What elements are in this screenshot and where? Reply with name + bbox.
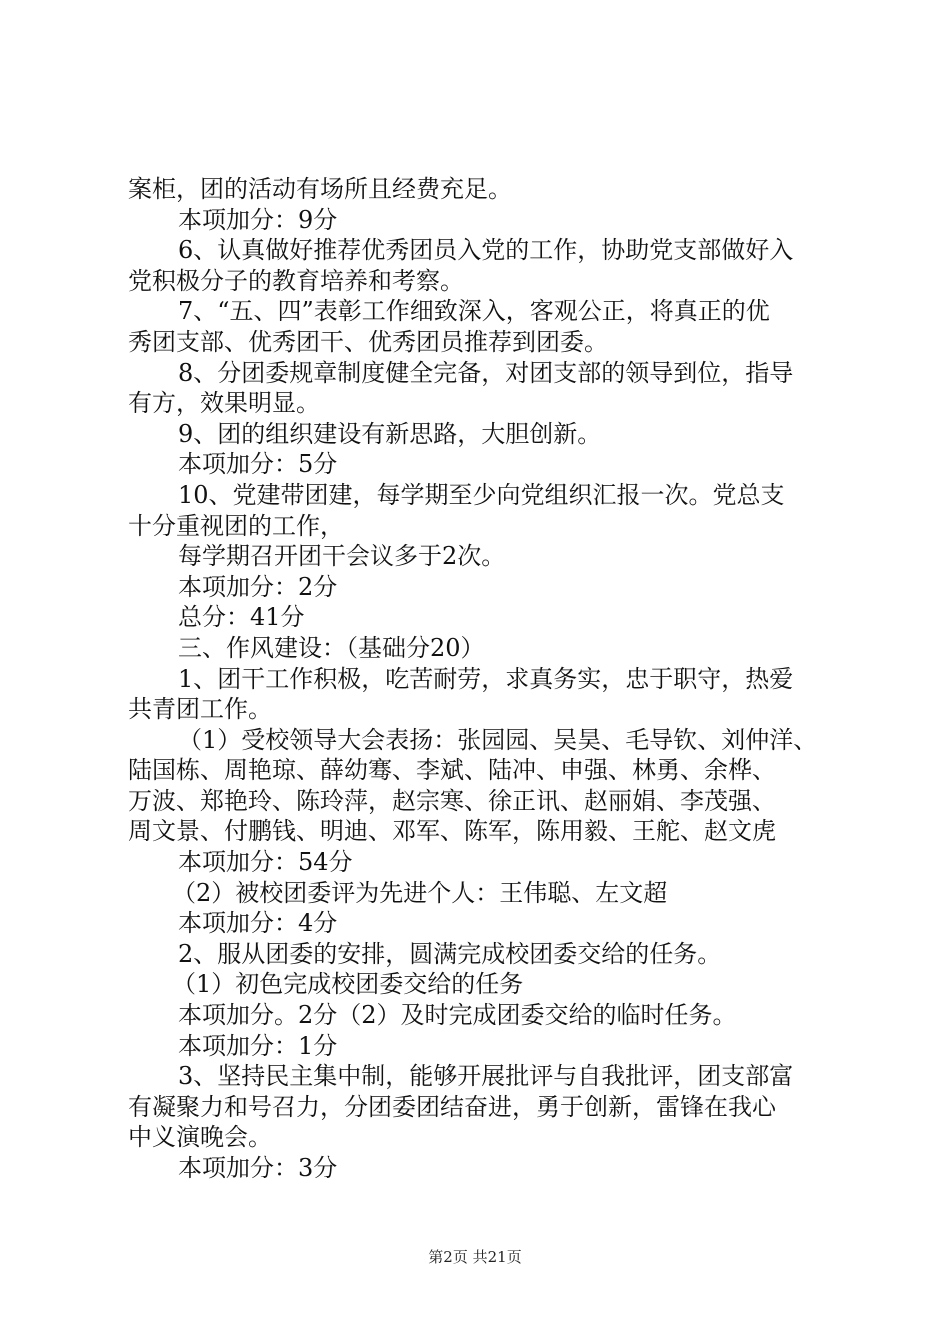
text-line: 10、党建带团建，每学期至少向党组织汇报一次。党总支 [178,480,785,509]
body-text [128,174,850,1184]
text-line: 本项加分：9分 [178,205,338,234]
text-line: 陆国栋、周艳琼、薛幼骞、李斌、陆冲、申强、林勇、余桦、 [128,756,776,785]
text-line: 本项加分：2分 [178,572,338,601]
text-line: 中义演晚会。 [128,1123,272,1152]
text-line: 每学期召开团干会议多于2次。 [178,542,506,571]
text-line: 本项加分。2分（2）及时完成团委交给的临时任务。 [178,1001,737,1030]
text-line: 共青团工作。 [128,695,272,724]
text-line: 本项加分：54分 [178,848,353,877]
text-line: 党积极分子的教育培养和考察。 [128,266,464,295]
text-line: 十分重视团的工作， [128,511,344,540]
text-line: 秀团支部、优秀团干、优秀团员推荐到团委。 [128,327,608,356]
text-line: （1）受校领导大会表扬：张园园、吴昊、毛导钦、刘仲洋、 [178,725,818,754]
text-line: 8、分团委规章制度健全完备，对团支部的领导到位，指导 [178,358,794,387]
text-line: 三、作风建设：（基础分20） [178,633,485,662]
page-footer: 第2页 共21页 [428,1248,522,1266]
text-line: 7、“五、四”表彰工作细致深入，客观公正，将真正的优 [178,297,770,326]
text-line: 有凝聚力和号召力，分团委团结奋进，勇于创新，雷锋在我心 [128,1092,776,1121]
text-line: 1、团干工作积极，吃苦耐劳，求真务实，忠于职守，热爱 [178,664,794,693]
text-line: 本项加分：5分 [178,450,338,479]
text-line: （1）初色完成校团委交给的任务 [172,970,524,999]
text-line: 万波、郑艳玲、陈玲萍，赵宗寒、徐正讯、赵丽娟、李茂强、 [128,786,776,815]
text-line: 周文景、付鹏钱、明迪、邓军、陈军，陈用毅、王舵、赵文虎 [128,817,776,846]
text-line: 本项加分：4分 [178,909,338,938]
text-line: 6、认真做好推荐优秀团员入党的工作，协助党支部做好入 [178,236,794,265]
text-line: 总分：41分 [178,603,305,632]
text-line: 本项加分：1分 [178,1031,338,1060]
text-line: 2、服从团委的安排，圆满完成校团委交给的任务。 [178,939,722,968]
text-line: 3、坚持民主集中制，能够开展批评与自我批评，团支部富 [178,1062,794,1091]
text-line: （2）被校团委评为先进个人：王伟聪、左文超 [172,878,668,907]
text-line: 9、团的组织建设有新思路，大胆创新。 [178,419,602,448]
text-line: 有方，效果明显。 [128,389,320,418]
text-line: 本项加分：3分 [178,1154,338,1182]
text-line: 案柜，团的活动有场所且经费充足。 [128,175,512,203]
